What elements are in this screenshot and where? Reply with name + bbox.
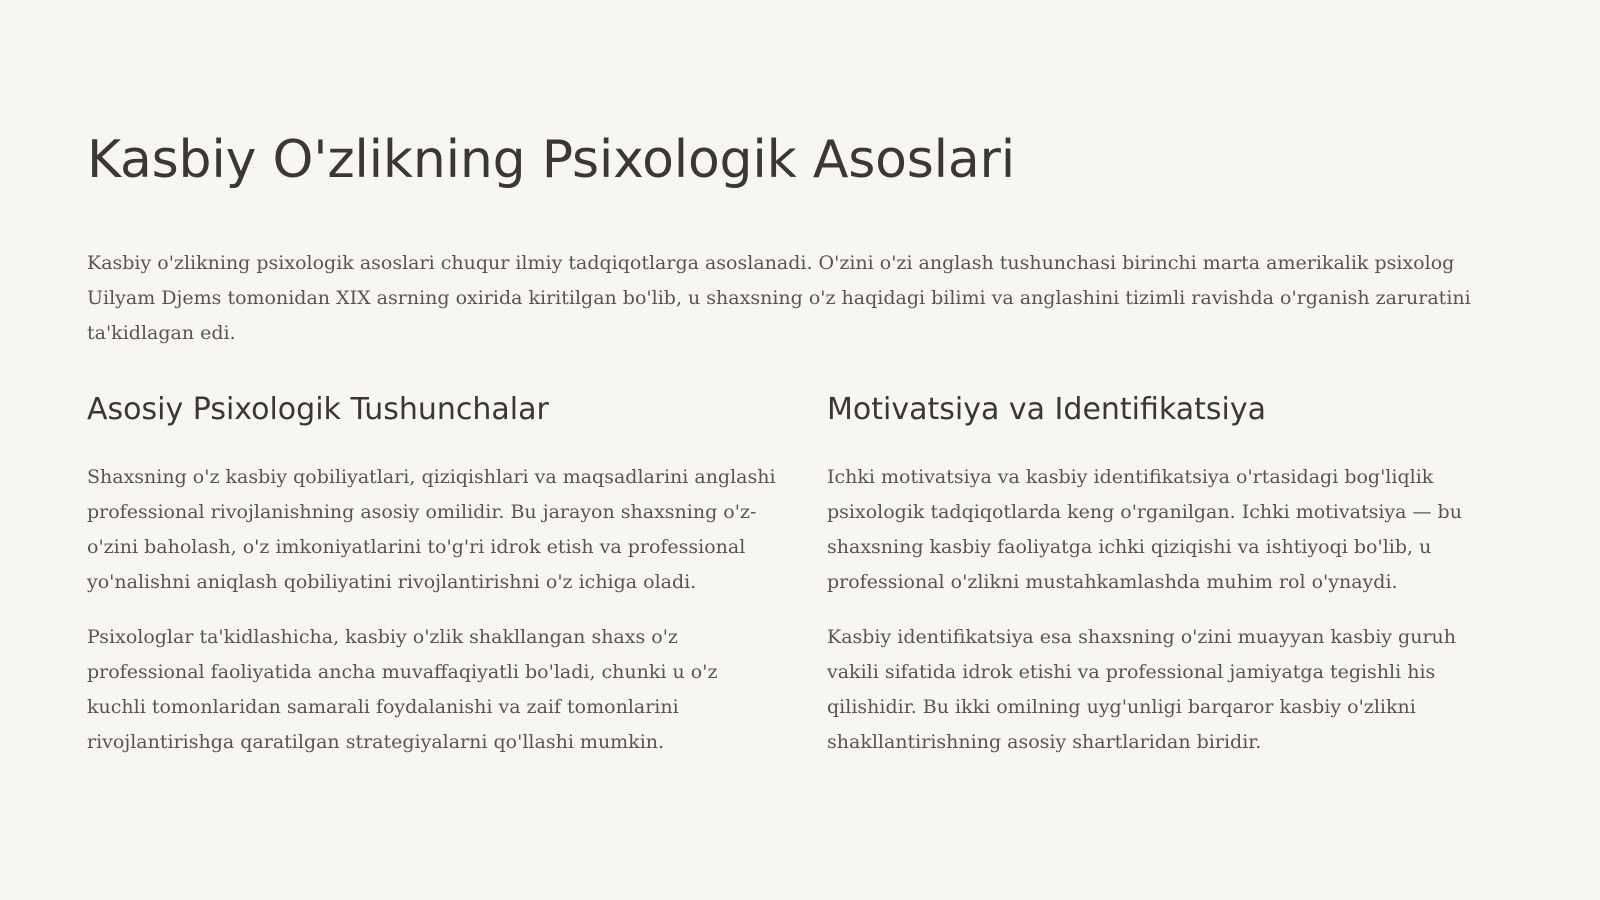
slide-title: Kasbiy O'zlikning Psixologik Asoslari bbox=[87, 130, 1015, 190]
right-column-heading: Motivatsiya va Identifikatsiya bbox=[827, 392, 1266, 427]
intro-paragraph: Kasbiy o'zlikning psixologik asoslari chuqur ilmiy tadqiqotlarga asoslanadi. O'zini o'zi anglash tushunchasi birinchi marta amerikalik psixolog Uilyam Djems tomonidan XIX asrning oxirida kiritilgan bo'lib, u shaxsning o'z haqidagi bilimi va anglashini tizimli ravishda o'rganish zaruratini ta'kidlagan edi. bbox=[87, 252, 1471, 344]
right-paragraph-2: Kasbiy identifikatsiya esa shaxsning o'zini muayyan kasbiy guruh vakili sifatida idrok etishi va professional jamiyatga tegishli his qilishidir. Bu ikki omilning uyg'unligi barqaror kasbiy o'zlikni shakllantirishning asosiy shartlaridan biridir. bbox=[827, 626, 1457, 753]
right-paragraph-1: Ichki motivatsiya va kasbiy identifikatsiya o'rtasidagi bog'liqlik psixologik tadqiqotlarda keng o'rganilgan. Ichki motivatsiya — bu shaxsning kasbiy faoliyatga ichki qiziqishi va ishtiyoqi bo'lib, u professional o'zlikni mustahkamlashda muhim rol o'ynaydi. bbox=[827, 466, 1462, 593]
left-paragraph-1: Shaxsning o'z kasbiy qobiliyatlari, qiziqishlari va maqsadlarini anglashi professional rivojlanishning asosiy omilidir. Bu jarayon shaxsning o'z-o'zini baholash, o'z imkoniyatlarini to'g'ri idrok etish va professional yo'nalishni aniqlash qobiliyatini rivojlantirishni o'z ichiga oladi. bbox=[87, 466, 776, 593]
left-column-heading: Asosiy Psixologik Tushunchalar bbox=[87, 392, 549, 427]
left-paragraph-2: Psixologlar ta'kidlashicha, kasbiy o'zlik shakllangan shaxs o'z professional faoliyatida ancha muvaffaqiyatli bo'ladi, chunki u o'z kuchli tomonlaridan samarali foydalanishi va zaif tomonlarini rivojlantirishga qaratilgan strategiyalarni qo'llashi mumkin. bbox=[87, 626, 718, 753]
right-column bbox=[827, 390, 1507, 753]
left-column bbox=[87, 390, 777, 753]
